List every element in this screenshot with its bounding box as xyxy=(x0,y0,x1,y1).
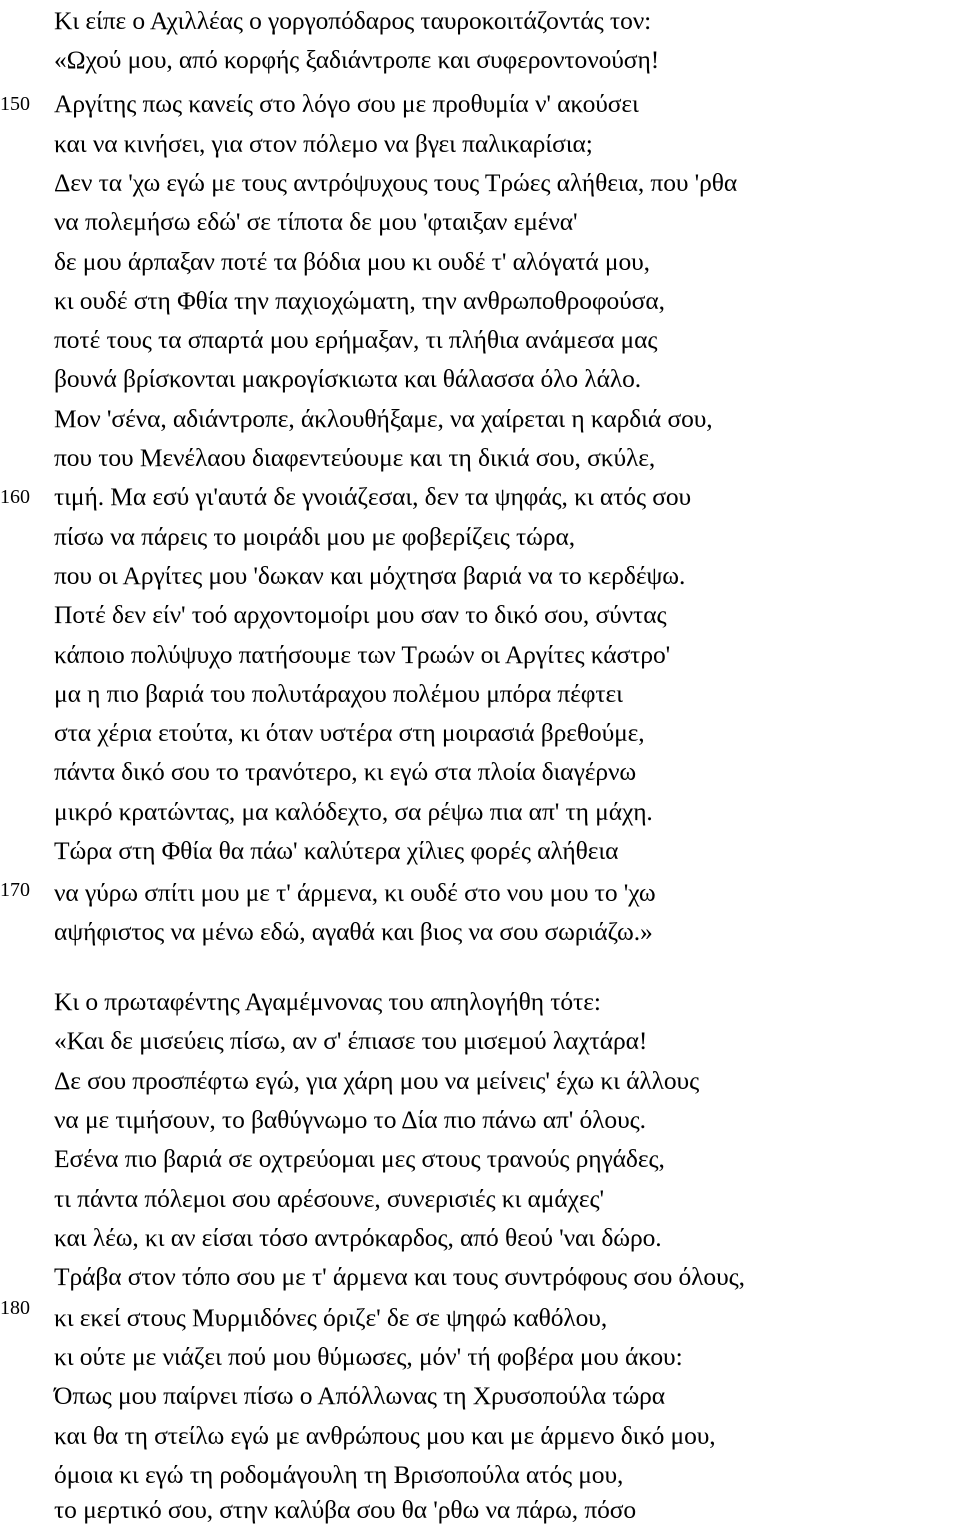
verse-line: Τώρα στη Φθία θα πάω' καλύτερα χίλιες φορές αλήθεια xyxy=(54,836,619,865)
verse-line: «Και δε μισεύεις πίσω, αν σ' έπιασε του μισεμού λαχτάρα! xyxy=(54,1026,648,1055)
verse-line: ποτέ τους τα σπαρτά μου ερήμαξαν, τι πλήθια ανάμεσα μας xyxy=(54,325,658,354)
verse-line: να γύρω σπίτι μου με τ' άρμενα, κι ουδέ στο νου μου το 'χω xyxy=(54,878,656,907)
verse-line: που του Μενέλαου διαφεντεύουμε και τη δικιά σου, σκύλε, xyxy=(54,443,656,472)
verse-line: «Ωχού μου, από κορφής ξαδιάντροπε και συφεροντονούση! xyxy=(54,45,660,74)
verse-line: το μερτικό σου, στην καλύβα σου θα 'ρθω να πάρω, πόσο xyxy=(54,1495,637,1524)
verse-line: και να κινήσει, για στον πόλεμο να βγει παλικαρίσια; xyxy=(54,129,593,158)
verse-line: μα η πιο βαριά του πολυτάραχου πολέμου μπόρα πέφτει xyxy=(54,679,623,708)
verse-line: Δε σου προσπέφτω εγώ, για χάρη μου να μείνεις' έχω κι άλλους xyxy=(54,1066,700,1095)
verse-line: Ποτέ δεν είν' τοό αρχοντομοίρι μου σαν το δικό σου, σύντας xyxy=(54,600,667,629)
verse-line: πάντα δικό σου το τρανότερο, κι εγώ στα πλοία διαγέρνω xyxy=(54,757,637,786)
verse-line: Εσένα πιο βαριά σε οχτρεύομαι μες στους τρανούς ρηγάδες, xyxy=(54,1144,665,1173)
verse-line: Τράβα στον τόπο σου με τ' άρμενα και τους συντρόφους σου όλους, xyxy=(54,1262,745,1291)
verse-line: κι εκεί στους Μυρμιδόνες όριζε' δε σε ψηφώ καθόλου, xyxy=(54,1303,608,1332)
verse-line: όμοια κι εγώ τη ροδομάγουλη τη Βρισοπούλα ατός μου, xyxy=(54,1460,624,1489)
verse-line: τιμή. Μα εσύ γι'αυτά δε γνοιάζεσαι, δεν τα ψηφάς, κι ατός σου xyxy=(54,482,692,511)
verse-line: Μον 'σένα, αδιάντροπε, άκλουθήξαμε, να χαίρεται η καρδιά σου, xyxy=(54,404,713,433)
verse-line: αψήφιστος να μένω εδώ, αγαθά και βιος να σου σωριάζω.» xyxy=(54,917,653,946)
verse-line: στα χέρια ετούτα, κι όταν υστέρα στη μοιρασιά βρεθούμε, xyxy=(54,718,645,747)
verse-line: Αργίτης πως κανείς στο λόγο σου με προθυμία ν' ακούσει xyxy=(54,89,639,118)
line-number: 160 xyxy=(0,486,30,508)
line-number: 150 xyxy=(0,93,30,115)
verse-line: μικρό κρατώντας, μα καλόδεχτο, σα ρέψω πια απ' τη μάχη. xyxy=(54,797,653,826)
verse-line: και λέω, κι αν είσαι τόσο αντρόκαρδος, από θεού 'ναι δώρο. xyxy=(54,1223,662,1252)
verse-line: δε μου άρπαξαν ποτέ τα βόδια μου κι ουδέ τ' αλόγατά μου, xyxy=(54,247,650,276)
line-number: 170 xyxy=(0,879,30,901)
verse-line: κι ουδέ στη Φθία την παχιοχώματη, την ανθρωποθροφούσα, xyxy=(54,286,665,315)
verse-line: και θα τη στείλω εγώ με ανθρώπους μου και με άρμενο δικό μου, xyxy=(54,1421,716,1450)
verse-line: πίσω να πάρεις το μοιράδι μου με φοβερίζεις τώρα, xyxy=(54,522,576,551)
verse-line: τι πάντα πόλεμοι σου αρέσουνε, συνερισιές κι αμάχες' xyxy=(54,1184,604,1213)
verse-line: Όπως μου παίρνει πίσω ο Απόλλωνας τη Χρυσοπούλα τώρα xyxy=(54,1381,666,1410)
line-number: 180 xyxy=(0,1297,30,1319)
verse-line: κι ούτε με νιάζει πού μου θύμωσες, μόν' τή φοβέρα μου άκου: xyxy=(54,1342,683,1371)
verse-line: να πολεμήσω εδώ' σε τίποτα δε μου 'φταιξαν εμένα' xyxy=(54,207,578,236)
verse-line: βουνά βρίσκονται μακρογίσκιωτα και θάλασσα όλο λάλο. xyxy=(54,364,642,393)
verse-line: Κι ο πρωταφέντης Αγαμέμνονας του απηλογήθη τότε: xyxy=(54,987,601,1016)
verse-line: να με τιμήσουν, το βαθύγνωμο το Δία πιο πάνω απ' όλους. xyxy=(54,1105,646,1134)
verse-line: Κι είπε ο Αχιλλέας ο γοργοπόδαρος ταυροκοιτάζοντάς τον: xyxy=(54,6,652,35)
verse-line: Δεν τα 'χω εγώ με τους αντρόψυχους τους Τρώες αλήθεια, που 'ρθα xyxy=(54,168,738,197)
verse-line: κάποιο πολύψυχο πατήσουμε των Τρωών οι Αργίτες κάστρο' xyxy=(54,640,671,669)
verse-line: που οι Αργίτες μου 'δωκαν και μόχτησα βαριά να το κερδέψω. xyxy=(54,561,686,590)
